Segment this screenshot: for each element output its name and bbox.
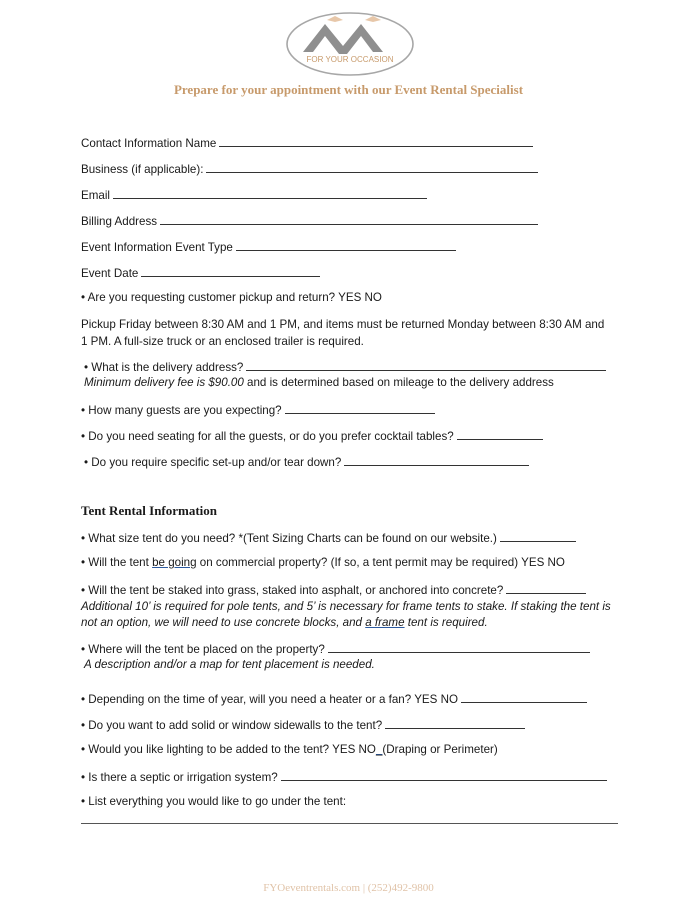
setup-field[interactable] bbox=[344, 454, 529, 466]
heater-row bbox=[81, 691, 587, 707]
septic-question: • Is there a septic or irrigation system? bbox=[81, 771, 278, 784]
guests-field[interactable] bbox=[285, 402, 435, 414]
billing-row bbox=[81, 213, 538, 229]
business-row bbox=[81, 161, 538, 177]
business-label: Business (if applicable): bbox=[81, 163, 204, 176]
placement-note: A description and/or a map for tent placement is needed. bbox=[84, 658, 375, 671]
email-row bbox=[81, 187, 427, 203]
staked-note-b: a frame bbox=[365, 616, 405, 629]
setup-row bbox=[84, 454, 529, 470]
septic-row bbox=[81, 769, 607, 785]
heater-field[interactable] bbox=[461, 691, 587, 703]
sidewalls-question: • Do you want to add solid or window sidewalls to the tent? bbox=[81, 719, 383, 732]
delivery-fee-note: Minimum delivery fee is $90.00 bbox=[84, 376, 244, 389]
commercial-text-c: on commercial property? (If so, a tent permit may be required) YES NO bbox=[196, 556, 565, 569]
delivery-fee-rest: and is determined based on mileage to the delivery address bbox=[243, 376, 554, 389]
billing-label: Billing Address bbox=[81, 215, 158, 228]
staked-row bbox=[81, 582, 586, 598]
list-answer-field[interactable] bbox=[81, 823, 618, 824]
delivery-row bbox=[84, 359, 606, 375]
billing-field[interactable] bbox=[160, 213, 538, 225]
staked-note: Additional 10’ is required for pole tents, and 5’ is necessary for frame tents to stake. If staking the tent is not an option, we will need to use concrete blocks, and a frame tent is required. bbox=[81, 600, 611, 629]
setup-question: • Do you require specific set-up and/or tear down? bbox=[84, 456, 342, 469]
list-question: • List everything you would like to go under the tent: bbox=[81, 795, 347, 808]
lighting-text-a: • Would you like lighting to be added to the tent? YES NO bbox=[81, 743, 376, 756]
event-type-row bbox=[81, 239, 456, 255]
lighting-text-b: _ bbox=[375, 743, 383, 756]
placement-row bbox=[81, 641, 590, 657]
email-field[interactable] bbox=[113, 187, 427, 199]
company-logo bbox=[285, 10, 415, 78]
event-type-label: Event Information Event Type bbox=[81, 241, 233, 254]
tent-section-title: Tent Rental Information bbox=[81, 503, 218, 518]
staked-field[interactable] bbox=[506, 582, 586, 594]
pickup-note: Pickup Friday between 8:30 AM and 1 PM, and items must be returned Monday between 8:30 AM and 1 PM. A full-size truck or an enclosed trailer is required. bbox=[81, 318, 605, 348]
seating-row bbox=[81, 428, 543, 444]
event-date-row bbox=[81, 265, 320, 281]
guests-question: • How many guests are you expecting? bbox=[81, 404, 282, 417]
sidewalls-field[interactable] bbox=[385, 717, 525, 729]
business-field[interactable] bbox=[206, 161, 538, 173]
pickup-question: • Are you requesting customer pickup and return? YES NO bbox=[81, 291, 382, 304]
contact-name-row bbox=[81, 135, 533, 151]
staked-note-c: tent is required bbox=[404, 616, 485, 629]
event-type-field[interactable] bbox=[236, 239, 456, 251]
contact-name-label: Contact Information Name bbox=[81, 137, 217, 150]
event-date-label: Event Date bbox=[81, 267, 139, 280]
email-label: Email bbox=[81, 189, 110, 202]
placement-field[interactable] bbox=[328, 641, 590, 653]
seating-field[interactable] bbox=[457, 428, 543, 440]
commercial-text-a: • Will the tent bbox=[81, 556, 153, 569]
staked-note-a: Additional 10’ is required for pole tents, and 5’ is necessary for frame tents to stake. If staking the tent is not an option, we will need to use concrete blocks, and bbox=[81, 600, 611, 629]
septic-field[interactable] bbox=[281, 769, 607, 781]
seating-question: • Do you need seating for all the guests, or do you prefer cocktail tables? bbox=[81, 430, 454, 443]
lighting-question bbox=[81, 743, 498, 757]
logo-text: FOR YOUR OCCASION bbox=[306, 55, 394, 64]
page-title: Prepare for your appointment with our Event Rental Specialist bbox=[173, 82, 524, 97]
guests-row bbox=[81, 402, 435, 418]
commercial-question bbox=[81, 556, 565, 570]
sidewalls-row bbox=[81, 717, 525, 733]
lighting-text-c: (Draping or Perimeter) bbox=[382, 743, 498, 756]
heater-question: • Depending on the time of year, will you need a heater or a fan? YES NO bbox=[81, 693, 459, 706]
staked-question: • Will the tent be staked into grass, staked into asphalt, or anchored into concrete? bbox=[81, 584, 504, 597]
tent-size-row bbox=[81, 530, 576, 546]
delivery-note bbox=[84, 376, 554, 390]
contact-name-field[interactable] bbox=[219, 135, 533, 147]
delivery-question: • What is the delivery address? bbox=[84, 361, 244, 374]
tent-size-question: • What size tent do you need? *(Tent Sizing Charts can be found on our website.) bbox=[81, 532, 497, 545]
event-date-field[interactable] bbox=[141, 265, 320, 277]
delivery-field[interactable] bbox=[246, 359, 606, 371]
footer-contact: FYOeventrentals.com | (252)492-9800 bbox=[263, 882, 434, 894]
placement-question: • Where will the tent be placed on the property? bbox=[81, 643, 325, 656]
commercial-text-b: be going bbox=[152, 556, 197, 569]
tent-size-field[interactable] bbox=[500, 530, 576, 542]
